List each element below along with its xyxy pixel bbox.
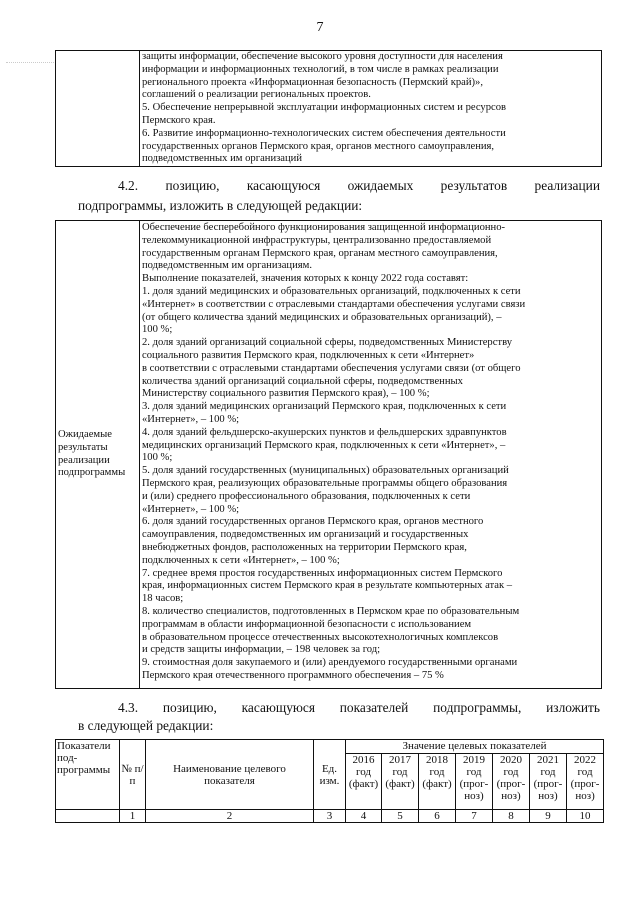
year-label: 2022 xyxy=(574,754,597,766)
goals-line: соглашений о реализации региональных проектов. xyxy=(142,89,371,101)
results-line: 1. доля зданий медицинских и образовательных организаций, подключенных к сети xyxy=(142,285,521,297)
header-year-2020 xyxy=(493,754,530,810)
year-label: 2020 xyxy=(500,754,522,766)
column-number-cell: 10 xyxy=(567,810,604,823)
results-line: государственным органам Пермского края, органам местного самоуправления, xyxy=(142,247,498,259)
results-line: Министерству социального развития Пермского края), – 100 %; xyxy=(142,388,430,400)
year-sub: год (факт) xyxy=(422,766,452,790)
goals-line: 6. Развитие информационно-технологических систем обеспечения деятельности xyxy=(142,127,506,139)
results-line: 5. доля зданий государственных (муниципальных) образовательных организаций xyxy=(142,465,509,477)
results-line: и средств защиты информации, – 198 человек за год; xyxy=(142,644,381,656)
results-line: самоуправления, подведомственных им организаций и государственных xyxy=(142,529,469,541)
results-line: 9. стоимостная доля закупаемого и (или) арендуемого государственными органами xyxy=(142,657,518,669)
expected-results-table xyxy=(55,220,602,689)
header-year-2018 xyxy=(419,754,456,810)
results-line: количества зданий организаций социальной сферы, подведомственных xyxy=(142,375,463,387)
results-line: программам в области информационной безопасности с использованием xyxy=(142,618,472,630)
column-number-cell: 1 xyxy=(120,810,146,823)
results-line: в соответствии с отраслевыми стандартами обеспечения услугами связи (от общего xyxy=(142,362,521,374)
results-line: 4. доля зданий фельдшерско-акушерских пунктов и фельдшерских здравпунктов xyxy=(142,426,507,438)
results-line: 7. среднее время простоя государственных информационных систем Пермского xyxy=(142,567,503,579)
goals-line: информации и информационных технологий, в том числе в рамках реализации xyxy=(142,63,499,75)
column-number-cell: 6 xyxy=(419,810,456,823)
column-number-cell: 8 xyxy=(493,810,530,823)
column-number-cell: 7 xyxy=(456,810,493,823)
label-line: подпрограммы xyxy=(58,467,126,479)
year-label: 2019 xyxy=(463,754,485,766)
paragraph-4-2-cont xyxy=(78,196,362,215)
header-name: Наименование целевого показателя xyxy=(146,740,314,810)
expected-results-text xyxy=(140,221,602,689)
paragraph-4-2-line2: подпрограммы, изложить в следующей редакции: xyxy=(78,198,363,213)
goals-line: защиты информации, обеспечение высокого уровня доступности для населения xyxy=(142,51,503,62)
results-line: Пермского края, реализующих образовательные программы общего образования xyxy=(142,477,508,489)
goals-label-cell xyxy=(56,51,140,167)
results-line: Выполнение показателей, значения которых к концу 2022 года составят: xyxy=(142,273,469,285)
results-line: Пермского края отечественного программного обеспечения – 75 % xyxy=(142,669,444,681)
column-number-cell: 4 xyxy=(346,810,382,823)
indicators-table xyxy=(55,739,604,823)
year-sub: год (прог-ноз) xyxy=(459,766,489,802)
goals-line: Пермского края. xyxy=(142,114,216,126)
label-line: результаты xyxy=(58,441,108,453)
results-line: подведомственным им организациям. xyxy=(142,260,312,272)
goals-text-cell xyxy=(140,51,602,167)
results-line: 2. доля зданий организаций социальной сферы, подведомственных Министерству xyxy=(142,337,512,349)
results-line: «Интернет», – 100 %; xyxy=(142,413,240,425)
results-line: «Интернет» в соответствии с отраслевыми стандартами обеспечения услугами связи xyxy=(142,298,526,310)
label-line: Ожидаемые xyxy=(58,428,112,440)
results-line: подключенных к сети «Интернет», – 100 %; xyxy=(142,554,340,566)
results-line: «Интернет», – 100 %; xyxy=(142,503,240,515)
paragraph-4-3 xyxy=(118,698,600,717)
column-number-cell xyxy=(56,810,120,823)
scan-artifact xyxy=(6,62,54,66)
header-values: Значение целевых показателей xyxy=(346,740,604,754)
year-sub: год (факт) xyxy=(385,766,415,790)
year-sub: год (прог-ноз) xyxy=(570,766,600,802)
goals-line: государственных органов Пермского края, органов местного самоуправления, xyxy=(142,140,495,152)
results-line: внебюджетных фондов, расположенных на территории Пермского края, xyxy=(142,541,467,553)
paragraph-4-2-line1: 4.2. позицию, касающуюся ожидаемых результатов реализации xyxy=(118,178,600,193)
year-label: 2016 xyxy=(352,754,375,766)
paragraph-4-3-cont xyxy=(78,716,213,735)
header-indicators: Показатели под-программы xyxy=(56,740,120,810)
goals-line: подведомственных им организаций xyxy=(142,153,303,165)
header-year-2017 xyxy=(382,754,419,810)
results-line: 18 часов; xyxy=(142,593,184,605)
results-line: медицинских организаций Пермского края, подключенных к сети «Интернет», – xyxy=(142,439,506,451)
header-year-2022 xyxy=(567,754,604,810)
year-sub: год (прог-ноз) xyxy=(496,766,526,802)
results-line: и (или) среднего профессионального образования, подключенных к сети xyxy=(142,490,471,502)
header-year-2021 xyxy=(530,754,567,810)
results-line: Обеспечение бесперебойного функционирования защищенной информационно- xyxy=(142,222,506,233)
results-line: края, информационных систем Пермского края в результате компьютерных атак – xyxy=(142,580,513,592)
column-number-cell: 2 xyxy=(146,810,314,823)
column-number-cell: 3 xyxy=(314,810,346,823)
goals-line: регионального проекта «Информационная безопасность (Пермский край)», xyxy=(142,76,484,88)
page-number: 7 xyxy=(316,20,324,35)
year-label: 2018 xyxy=(426,754,448,766)
expected-results-label xyxy=(56,221,140,689)
year-label: 2017 xyxy=(389,754,411,766)
goals-line: 5. Обеспечение непрерывной эксплуатации информационных систем и ресурсов xyxy=(142,102,507,114)
paragraph-4-3-line2: в следующей редакции: xyxy=(78,718,214,733)
results-line: социального развития Пермского края, подключенных к сети «Интернет» xyxy=(142,349,475,361)
results-line: 100 %; xyxy=(142,452,173,464)
column-number-cell: 9 xyxy=(530,810,567,823)
column-number-cell: 5 xyxy=(382,810,419,823)
header-unit: Ед. изм. xyxy=(314,740,346,810)
results-line: в образовательном процессе отечественных высокотехнологичных комплексов xyxy=(142,631,499,643)
label-line: реализации xyxy=(58,454,110,466)
results-line: (от общего количества зданий медицинских и образовательных организаций), – xyxy=(142,311,502,323)
paragraph-4-2 xyxy=(118,176,600,195)
results-line: 6. доля зданий государственных органов Пермского края, органов местного xyxy=(142,516,484,528)
header-year-2019 xyxy=(456,754,493,810)
year-sub: год (факт) xyxy=(348,766,379,790)
goals-table-continuation xyxy=(55,50,602,167)
header-number: № п/п xyxy=(120,740,146,810)
year-sub: год (прог-ноз) xyxy=(533,766,563,802)
paragraph-4-3-line1: 4.3. позицию, касающуюся показателей подпрограммы, изложить xyxy=(118,700,600,715)
year-label: 2021 xyxy=(537,754,559,766)
results-line: 3. доля зданий медицинских организаций Пермского края, подключенных к сети xyxy=(142,401,507,413)
results-line: 8. количество специалистов, подготовленных в Пермском крае по образовательным xyxy=(142,605,520,617)
header-year-2016 xyxy=(346,754,382,810)
results-line: телекоммуникационной инфраструктуры, централизованно предоставляемой xyxy=(142,234,492,246)
results-line: 100 %; xyxy=(142,324,173,336)
